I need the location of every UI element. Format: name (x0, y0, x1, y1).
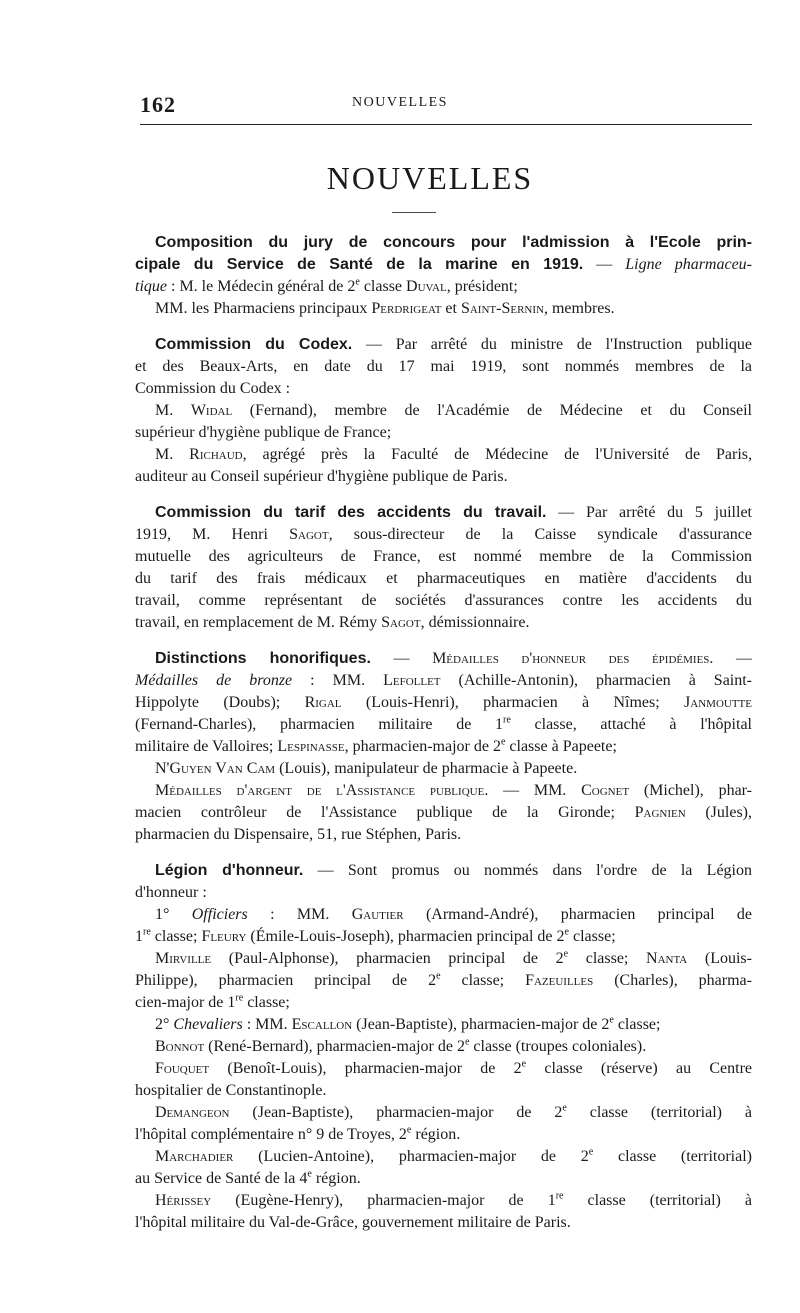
text-span: e (464, 1036, 470, 1048)
text-span: classe (réserve) au Centre (526, 1060, 752, 1077)
name-text: Fazeuilles (525, 972, 594, 989)
text-span: e (609, 1014, 614, 1026)
text-span: (Armand-André), pharmacien principal de (403, 906, 752, 923)
text-span: classe; (440, 972, 526, 989)
text-line (135, 1058, 752, 1080)
name-text: Rigal (304, 694, 342, 711)
text-span: (Louis-Henri), pharmacien à Nîmes; (341, 694, 685, 711)
text-span: 2° (155, 1016, 174, 1033)
text-line (135, 758, 752, 780)
text-span: classe (territorial) (593, 1148, 752, 1165)
name-text: Hérissey (155, 1192, 212, 1209)
text-span: e (588, 1146, 594, 1158)
text-span: Philippe), pharmacien principal de 2 (135, 972, 437, 989)
text-span: , président; (446, 278, 518, 295)
text-span: l'hôpital complémentaire n° 9 de Troyes, 2 (135, 1126, 407, 1143)
text-line (135, 992, 752, 1014)
text-span: mutuelle des agriculteurs de France, est nommé membre de la Commission (135, 548, 752, 565)
text-span: (Fernand), membre de l'Académie de Médecine et du Conseil (232, 402, 752, 419)
text-span: (Eugène-Henry), pharmacien-major de 1 (211, 1192, 556, 1209)
name-text: Médailles d'honneur des épidémies (432, 650, 710, 667)
text-span: classe (territorial) à (566, 1104, 752, 1121)
name-text: Gautier (351, 906, 404, 923)
text-span: supérieur d'hygiène publique de France; (135, 424, 392, 441)
text-span: re (143, 926, 151, 938)
text-line (135, 882, 752, 904)
name-text: Fleury (201, 928, 247, 945)
name-text: Sagot (381, 614, 421, 631)
text-span: classe à Papeete; (505, 738, 617, 755)
name-text: Fouquet (155, 1060, 210, 1077)
text-span: (Achille-Antonin), pharmacien à Saint- (440, 672, 752, 689)
page-number: 162 (140, 92, 176, 117)
text-line (135, 780, 752, 802)
text-span: (Émile-Louis-Joseph), pharmacien principal de 2 (246, 928, 565, 945)
text-line (135, 1102, 752, 1124)
text-line (135, 970, 752, 992)
text-span: Médailles de bronze (135, 672, 293, 689)
text-line (135, 524, 752, 546)
text-span: (Jean-Baptiste), pharmacien-major de 2 (352, 1016, 610, 1033)
text-span: classe (troupes coloniales). (469, 1038, 647, 1055)
text-line (135, 736, 752, 758)
text-line (135, 568, 752, 590)
text-line (135, 466, 752, 488)
article-body (135, 232, 752, 1248)
text-span: e (563, 948, 569, 960)
name-text: Mirville (155, 950, 212, 967)
text-span: 1 (135, 928, 143, 945)
text-span: , démissionnaire. (420, 614, 530, 631)
text-line (135, 648, 752, 670)
text-span: , membres. (543, 300, 615, 317)
text-line (135, 692, 752, 714)
text-line (135, 298, 752, 320)
text-span: e (564, 926, 569, 938)
text-line (135, 590, 752, 612)
text-span: (Lucien-Antoine), pharmacien-major de 2 (233, 1148, 589, 1165)
text-line (135, 1124, 752, 1146)
text-span: e (562, 1102, 567, 1114)
text-line (135, 670, 752, 692)
section-2 (135, 502, 752, 634)
name-text: Duval (406, 278, 447, 295)
text-span: M. (155, 402, 191, 419)
text-span: (Paul-Alphonse), pharmacien principal de 2 (211, 950, 564, 967)
text-line (135, 1168, 752, 1190)
text-span: e (406, 1124, 412, 1136)
section-heading: Composition du jury de concours pour l'admission à l'Ecole prin- (155, 234, 752, 251)
text-span: , sous-directeur de la Caisse syndicale d'assurance (328, 526, 752, 543)
name-text: Janmoutte (684, 694, 752, 711)
text-line (135, 1080, 752, 1102)
text-line (135, 444, 752, 466)
text-span: re (235, 992, 244, 1004)
text-span: classe; (568, 950, 647, 967)
text-span: Commission du Codex : (135, 380, 291, 397)
text-line (135, 276, 752, 298)
text-span: — Sont promus ou nommés dans l'ordre de la Légion (303, 862, 752, 879)
name-text: Escallon (291, 1016, 353, 1033)
text-span: re (503, 714, 511, 726)
title-rule (392, 212, 436, 213)
text-span: d'honneur : (135, 884, 207, 901)
text-line (135, 714, 752, 736)
text-line (135, 1036, 752, 1058)
section-1 (135, 334, 752, 488)
section-heading: Commission du Codex. (155, 336, 353, 353)
text-span: Officiers (191, 906, 248, 923)
text-span: e (307, 1168, 312, 1180)
text-span: : MM. (247, 906, 352, 923)
section-heading: Distinctions honorifiques. (155, 650, 371, 667)
text-span: classe, attaché à l'hôpital (510, 716, 752, 733)
text-span: . — MM. (484, 782, 582, 799)
text-span: — Par arrêté du 5 juillet (546, 504, 752, 521)
text-span: e (521, 1058, 527, 1070)
name-text: N'Guyen Van Cam (155, 760, 276, 777)
text-span: Chevaliers (173, 1016, 243, 1033)
text-span: (Benoît-Louis), pharmacien-major de 2 (209, 1060, 522, 1077)
text-line (135, 356, 752, 378)
text-span: classe; (150, 928, 202, 945)
text-line (135, 334, 752, 356)
text-line (135, 1014, 752, 1036)
header-rule (140, 124, 752, 125)
section-heading: Légion d'honneur. (155, 862, 304, 879)
text-span: (Louis), manipulateur de pharmacie à Papeete. (275, 760, 578, 777)
text-span: : M. le Médecin général de 2 (167, 278, 356, 295)
text-line (135, 860, 752, 882)
section-3 (135, 648, 752, 846)
text-span: (René-Bernard), pharmacien-major de 2 (204, 1038, 465, 1055)
text-span: et des Beaux-Arts, en date du 17 mai 1919, sont nommés membres de la (135, 358, 752, 375)
text-span: M. (155, 446, 190, 463)
text-span: classe (359, 278, 407, 295)
text-span: (Fernand-Charles), pharmacien militaire de 1 (135, 716, 504, 733)
section-0 (135, 232, 752, 320)
text-line (135, 1212, 752, 1234)
text-span: classe; (243, 994, 290, 1011)
page-header (0, 0, 800, 130)
text-span: au Service de Santé de la 4 (135, 1170, 308, 1187)
section-4 (135, 860, 752, 1234)
name-text: Demangeon (155, 1104, 230, 1121)
name-text: Sagot (289, 526, 329, 543)
name-text: Bonnot (155, 1038, 205, 1055)
text-span: et (441, 300, 461, 317)
text-span: auditeur au Conseil supérieur d'hygiène publique de Paris. (135, 468, 508, 485)
text-span: , pharmacien-major de 2 (344, 738, 501, 755)
text-line (135, 824, 752, 846)
text-span: (Michel), phar- (629, 782, 752, 799)
name-text: Nanta (646, 950, 688, 967)
text-span: travail, en remplacement de M. Rémy (135, 614, 382, 631)
text-span: cien-major de 1 (135, 994, 236, 1011)
running-head: NOUVELLES (352, 95, 448, 110)
name-text: Lefollet (383, 672, 441, 689)
text-span: hospitalier de Constantinople. (135, 1082, 327, 1099)
text-span: e (436, 970, 441, 982)
text-span: — (583, 256, 626, 273)
name-text: Richaud (189, 446, 243, 463)
text-span: (Jules), (685, 804, 752, 821)
text-span: e (355, 276, 360, 288)
text-line (135, 502, 752, 524)
text-span: classe (territorial) à (563, 1192, 752, 1209)
text-span: pharmacien du Dispensaire, 51, rue Stéphen, Paris. (135, 826, 462, 843)
text-span: 1° (155, 906, 192, 923)
text-span: re (555, 1190, 564, 1202)
text-line (135, 612, 752, 634)
text-line (135, 422, 752, 444)
text-span: — (370, 650, 433, 667)
text-line (135, 232, 752, 254)
text-line (135, 400, 752, 422)
text-line (135, 948, 752, 970)
text-span: l'hôpital militaire du Val-de-Grâce, gouvernement militaire de Paris. (135, 1214, 571, 1231)
name-text: Marchadier (155, 1148, 234, 1165)
text-span: macien contrôleur de l'Assistance publique de la Gironde; (135, 804, 635, 821)
text-span: (Charles), pharma- (593, 972, 752, 989)
text-line (135, 802, 752, 824)
text-span: (Louis- (687, 950, 752, 967)
text-span: 1919, M. Henri (135, 526, 290, 543)
text-span: e (500, 736, 506, 748)
text-span: (Jean-Baptiste), pharmacien-major de 2 (229, 1104, 563, 1121)
text-span: — Par arrêté du ministre de l'Instruction publique (352, 336, 752, 353)
text-span: militaire de Valloires; (135, 738, 278, 755)
text-span: travail, comme représentant de sociétés d'assurances contre les accidents du (135, 592, 752, 609)
name-text: Perdrigeat (371, 300, 442, 317)
name-text: Médailles d'argent de l'Assistance publique (155, 782, 485, 799)
text-span: , agrégé près la Faculté de Médecine de l'Université de Paris, (242, 446, 752, 463)
text-line (135, 1146, 752, 1168)
name-text: Widal (190, 402, 233, 419)
name-text: Lespinasse (277, 738, 345, 755)
text-span: classe; (613, 1016, 661, 1033)
text-line (135, 926, 752, 948)
name-text: Cognet (581, 782, 630, 799)
section-heading: Commission du tarif des accidents du travail. (155, 504, 547, 521)
text-span: région. (411, 1126, 461, 1143)
text-span: Hippolyte (Doubs); (135, 694, 305, 711)
text-span: tique (135, 278, 167, 295)
name-text: Saint-Sernin (460, 300, 544, 317)
text-line (135, 546, 752, 568)
name-text: Pagnien (634, 804, 686, 821)
text-span: du tarif des frais médicaux et pharmaceutiques en matière d'accidents du (135, 570, 752, 587)
section-heading: cipale du Service de Santé de la marine en 1919. (135, 256, 584, 273)
text-line (135, 254, 752, 276)
text-span: : MM. (292, 672, 384, 689)
text-line (135, 378, 752, 400)
text-line (135, 1190, 752, 1212)
text-span: MM. les Pharmaciens principaux (155, 300, 372, 317)
article-title: NOUVELLES (326, 160, 534, 196)
text-line (135, 904, 752, 926)
text-span: . — (709, 650, 752, 667)
text-span: Ligne pharmaceu- (625, 256, 752, 273)
text-span: classe; (568, 928, 616, 945)
text-span: région. (311, 1170, 361, 1187)
text-span: : MM. (242, 1016, 292, 1033)
